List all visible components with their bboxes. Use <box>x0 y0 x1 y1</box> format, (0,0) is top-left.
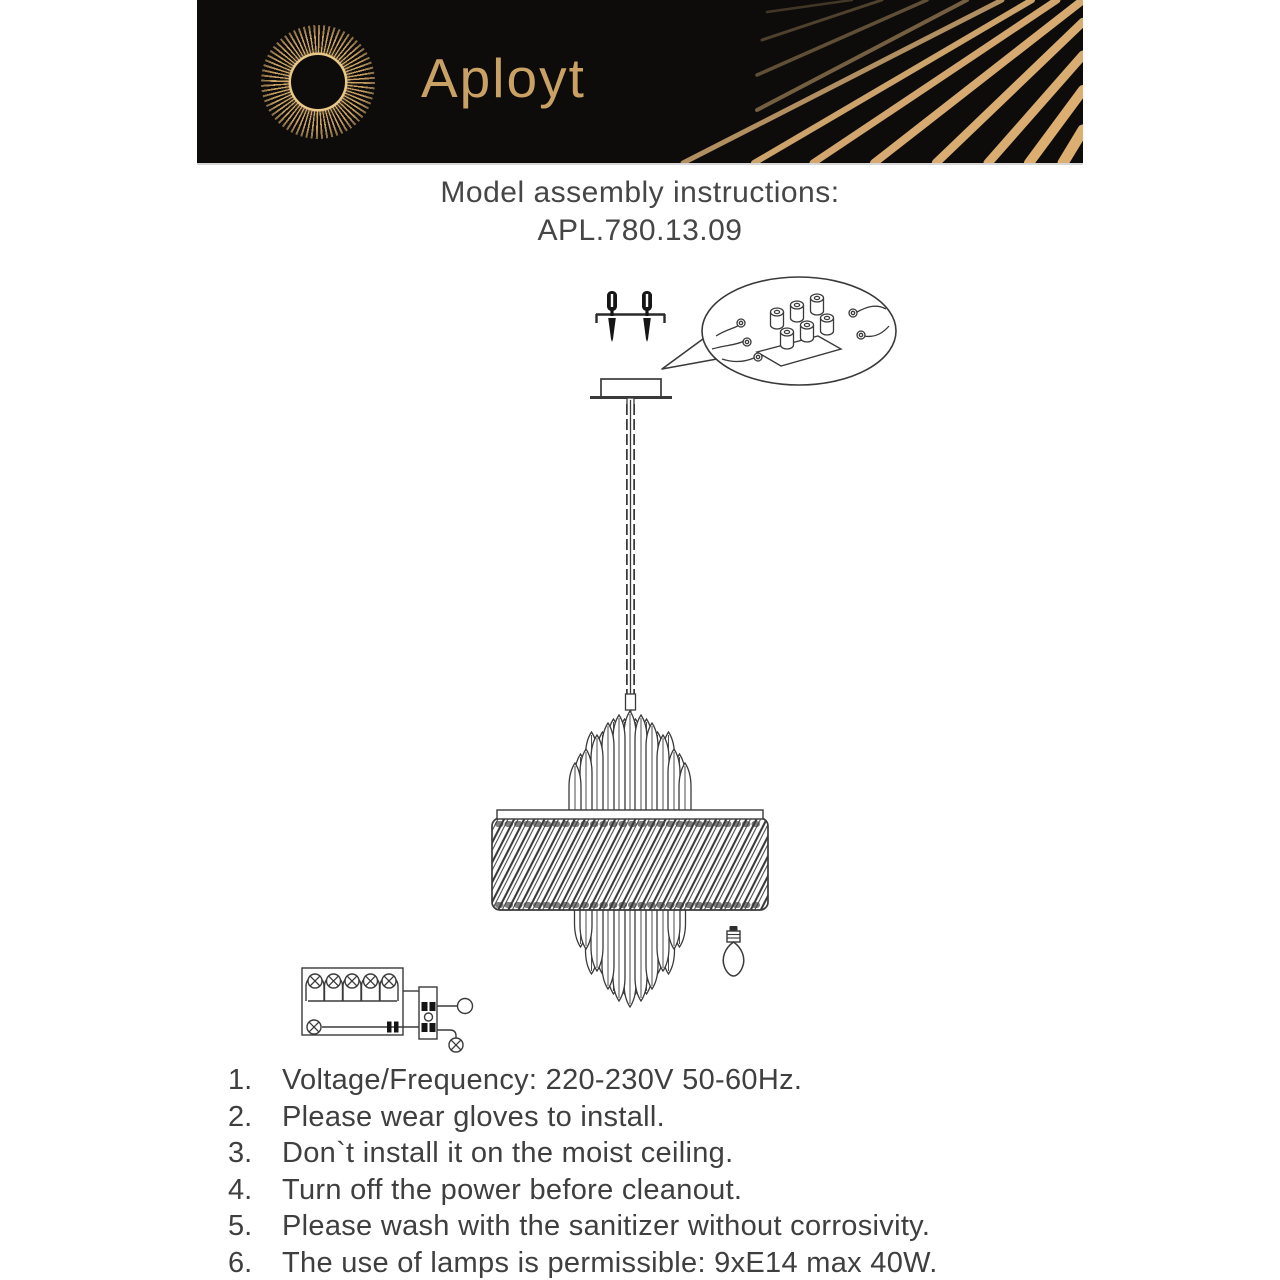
brand-name: Aployt <box>421 47 586 109</box>
page-title: Model assembly instructions: <box>440 176 840 209</box>
instruction-text: Voltage/Frequency: 220-230V 50-60Hz. <box>282 1064 803 1096</box>
instruction-number: 2. <box>228 1100 253 1133</box>
instruction-text: Please wear gloves to install. <box>282 1100 665 1133</box>
instruction-number: 5. <box>228 1210 253 1242</box>
instruction-text: The use of lamps is permissible: 9xE14 max 40W. <box>282 1246 938 1279</box>
chain-icon <box>626 398 636 717</box>
instruction-number: 3. <box>228 1137 253 1169</box>
instruction-item <box>228 1208 1088 1245</box>
wiring-diagram-icon <box>302 968 473 1052</box>
instruction-number: 4. <box>228 1173 253 1206</box>
mounting-screws-icon <box>596 291 665 342</box>
ceiling-canopy-icon <box>590 379 672 398</box>
instruction-item <box>228 1062 1088 1099</box>
instruction-text: Don`t install it on the moist ceiling. <box>282 1137 734 1169</box>
instruction-item <box>228 1245 1088 1280</box>
instruction-number: 6. <box>228 1246 253 1279</box>
instructions-list <box>228 1062 1088 1280</box>
instruction-text: Please wash with the sanitizer without corrosivity. <box>282 1210 931 1242</box>
instruction-item <box>228 1135 1088 1172</box>
instruction-item <box>228 1172 1088 1209</box>
terminal-callout-icon <box>662 277 896 385</box>
instruction-item <box>228 1099 1088 1136</box>
model-number: APL.780.13.09 <box>537 214 743 247</box>
instruction-number: 1. <box>228 1064 253 1096</box>
instruction-text: Turn off the power before cleanout. <box>282 1173 743 1206</box>
bulb-icon <box>723 926 744 976</box>
